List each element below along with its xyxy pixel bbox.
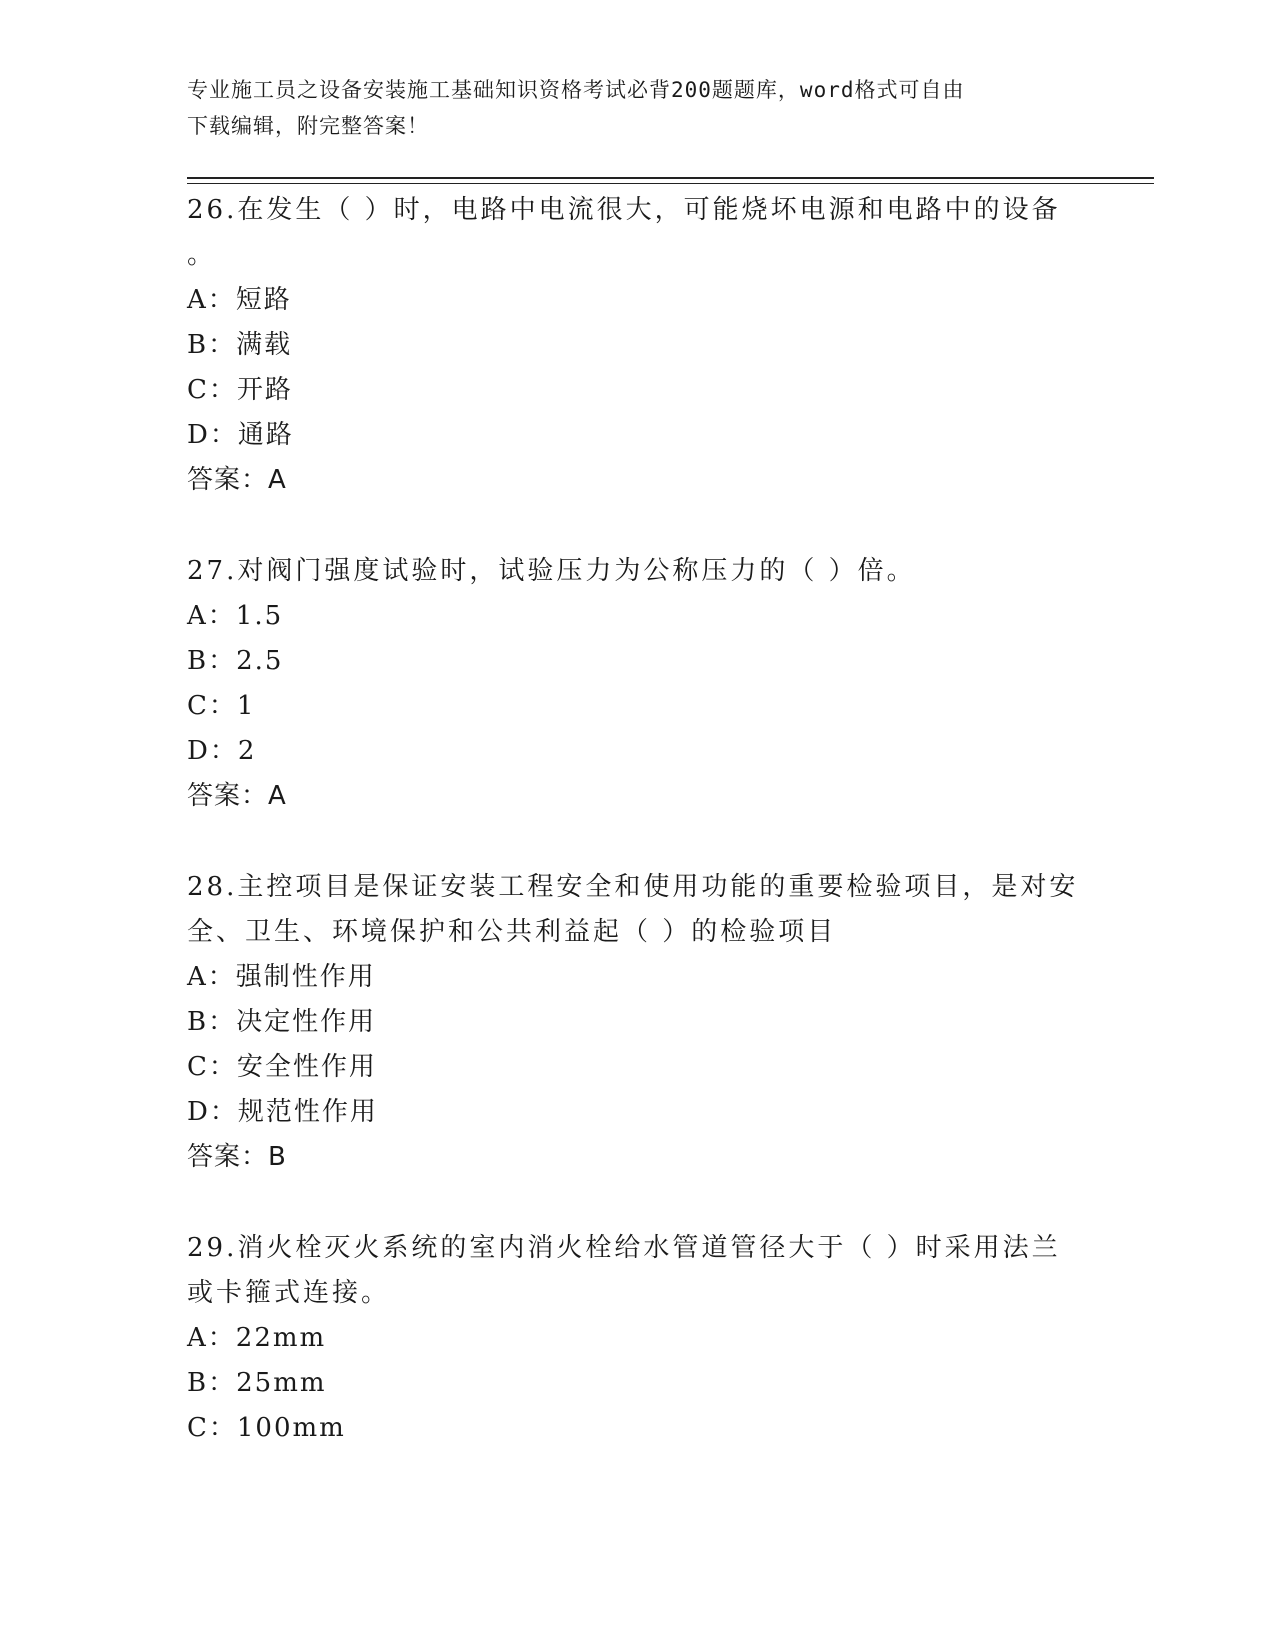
header-line-2: 下载编辑，附完整答案！	[187, 114, 429, 138]
option-a: A：短路	[187, 285, 292, 315]
question-stem-line: 全、卫生、环境保护和公共利益起（ ）的检验项目	[187, 917, 837, 947]
header-line-1: 专业施工员之设备安装施工基础知识资格考试必背200题题库，word格式可自由	[187, 78, 965, 102]
option-c: C：安全性作用	[187, 1052, 377, 1082]
question-stem-line: 或卡箍式连接。	[187, 1278, 391, 1308]
option-a: A：1.5	[187, 601, 284, 631]
question-stem-line: 26.在发生（ ）时，电路中电流很大，可能烧坏电源和电路中的设备	[187, 195, 1061, 225]
option-b: B：25mm	[187, 1368, 327, 1398]
option-d: D：通路	[187, 420, 294, 450]
option-d: D：规范性作用	[187, 1097, 378, 1127]
option-b: B：2.5	[187, 646, 284, 676]
option-b: B：决定性作用	[187, 1007, 377, 1037]
question-stem-line: 。	[187, 240, 217, 270]
answer-line: 答案：A	[187, 781, 287, 811]
answer-line: 答案：B	[187, 1142, 287, 1172]
option-c: C：100mm	[187, 1413, 346, 1443]
option-c: C：1	[187, 691, 256, 721]
answer-line: 答案：A	[187, 465, 287, 495]
question-stem-line: 29.消火栓灭火系统的室内消火栓给水管道管径大于（ ）时采用法兰	[187, 1233, 1061, 1263]
option-a: A：22mm	[187, 1323, 327, 1353]
header-divider-thick	[187, 177, 1154, 179]
option-a: A：强制性作用	[187, 962, 376, 992]
question-27	[187, 549, 1087, 819]
question-list	[187, 188, 1087, 1497]
document-header	[187, 72, 1087, 144]
option-b: B：满载	[187, 330, 293, 360]
question-stem-line: 27.对阀门强度试验时，试验压力为公称压力的（ ）倍。	[187, 556, 916, 586]
question-stem-line: 28.主控项目是保证安装工程安全和使用功能的重要检验项目，是对安	[187, 872, 1079, 902]
header-divider-thin	[187, 183, 1154, 184]
option-c: C：开路	[187, 375, 293, 405]
question-26	[187, 188, 1087, 503]
option-d: D：2	[187, 736, 257, 766]
question-28	[187, 865, 1087, 1180]
question-29	[187, 1226, 1087, 1451]
